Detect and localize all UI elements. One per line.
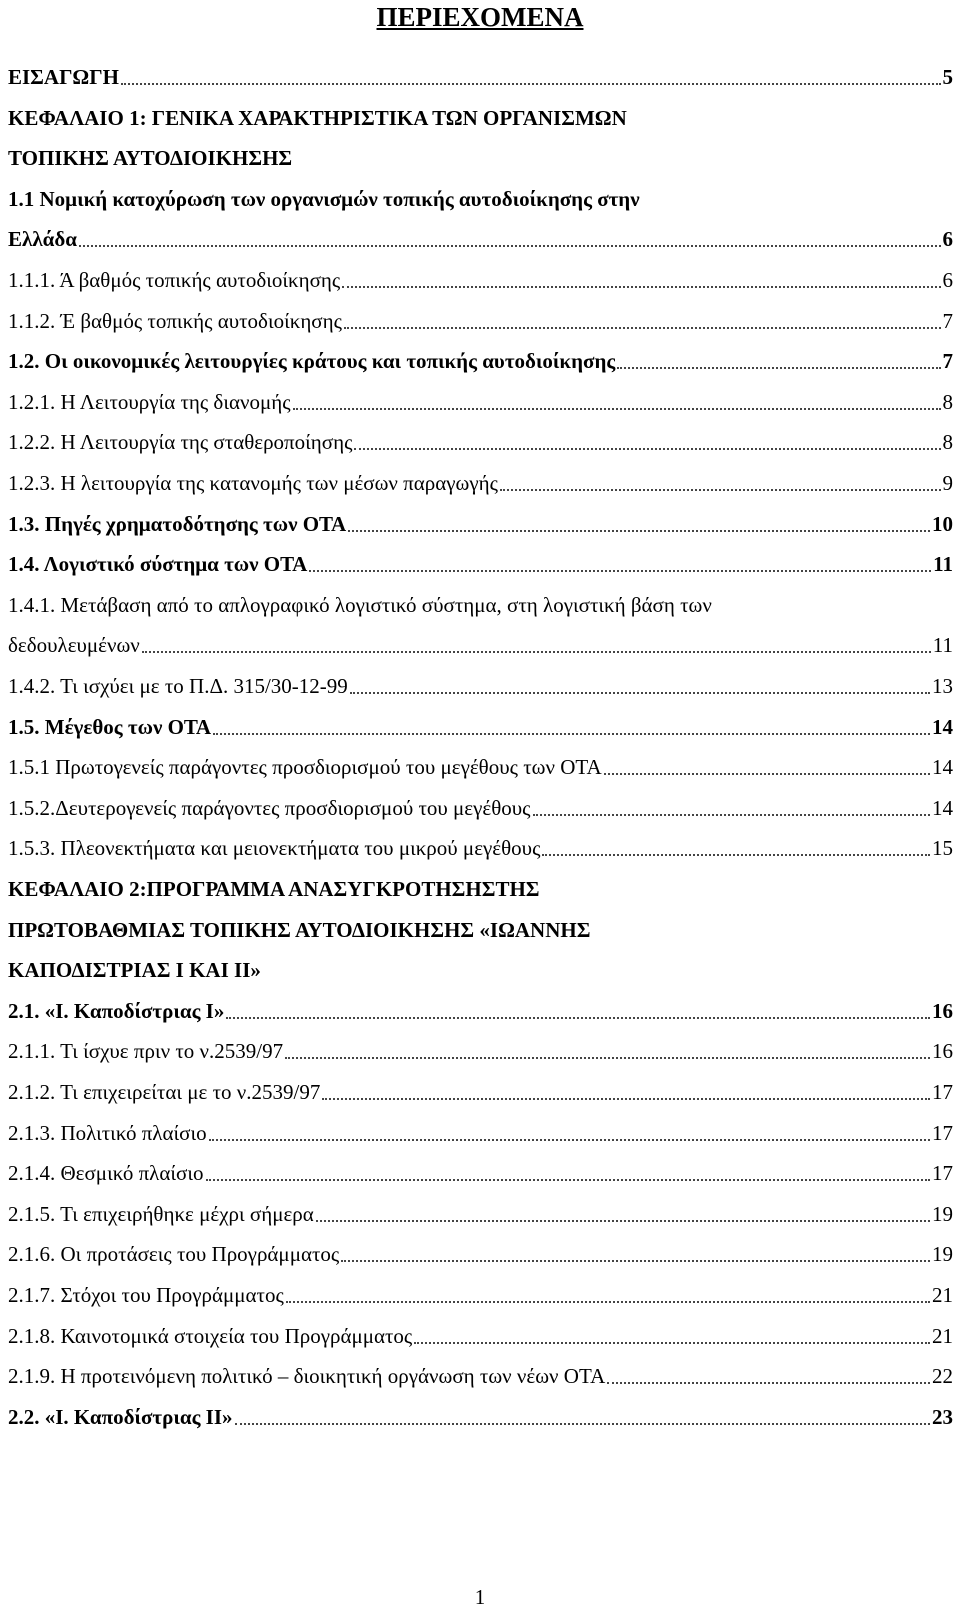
- toc-entry: [8, 1199, 953, 1229]
- toc-entry-text: 2.1.4. Θεσμικό πλαίσιο: [8, 1161, 204, 1185]
- toc-leader-dots: [342, 284, 940, 288]
- toc-entry: [8, 1077, 953, 1107]
- toc-leader-dots: [316, 1218, 930, 1222]
- toc-page-number: 10: [932, 512, 953, 536]
- toc-entry-text: 1.5.1 Πρωτογενείς παράγοντες προσδιορισμού του μεγέθους των ΟΤΑ: [8, 755, 602, 779]
- toc-entry: [8, 387, 953, 417]
- toc-entry-text: 1.4. Λογιστικό σύστημα των ΟΤΑ: [8, 552, 308, 576]
- toc-page-number: 9: [942, 471, 953, 495]
- toc-leader-dots: [79, 243, 941, 247]
- toc-leader-dots: [293, 406, 941, 410]
- toc-page-number: 13: [932, 674, 953, 698]
- toc-entry: [8, 184, 953, 214]
- toc-entry-text: ΚΕΦΑΛΑΙΟ 1: ΓΕΝΙΚΑ ΧΑΡΑΚΤΗΡΙΣΤΙΚΑ ΤΩΝ ΟΡΓΑΝΙΣΜΩΝ: [8, 106, 627, 130]
- toc-page-number: 19: [932, 1202, 953, 1226]
- toc-entry: [8, 630, 953, 660]
- toc-entry-text: 1.3. Πηγές χρηματοδότησης των ΟΤΑ: [8, 512, 347, 536]
- toc-leader-dots: [286, 1299, 930, 1303]
- toc-page-number: 14: [932, 715, 953, 739]
- toc-entry-text: 1.5. Μέγεθος των ΟΤΑ: [8, 715, 212, 739]
- toc-entry: [8, 955, 953, 985]
- toc-page-number: 21: [932, 1324, 953, 1348]
- toc-entry: [8, 103, 953, 133]
- toc-entry-text: 1.2.1. Η Λειτουργία της διανομής: [8, 390, 291, 414]
- toc-entry: [8, 915, 953, 945]
- toc-leader-dots: [142, 649, 931, 653]
- toc-leader-dots: [209, 1137, 930, 1141]
- toc-page-number: 21: [932, 1283, 953, 1307]
- toc-leader-dots: [500, 487, 941, 491]
- toc-page-number: 14: [932, 755, 953, 779]
- toc-page-number: 17: [932, 1121, 953, 1145]
- toc-entry: [8, 549, 953, 579]
- toc-leader-dots: [322, 1096, 930, 1100]
- toc-leader-dots: [121, 81, 941, 85]
- toc-leader-dots: [206, 1177, 931, 1181]
- toc-entry-text: 1.5.3. Πλεονεκτήματα και μειονεκτήματα του μικρού μεγέθους: [8, 836, 541, 860]
- toc-page-number: 11: [932, 633, 953, 657]
- toc-entry: [8, 1280, 953, 1310]
- toc-entry-text: ΕΙΣΑΓΩΓΗ: [8, 65, 119, 89]
- toc-entry: [8, 752, 953, 782]
- toc-leader-dots: [344, 325, 941, 329]
- toc-page-number: 8: [942, 390, 953, 414]
- toc-entry-text: 1.2. Οι οικονομικές λειτουργίες κράτους και τοπικής αυτοδιοίκησης: [8, 349, 616, 373]
- toc-entry-text: 1.2.3. Η λειτουργία της κατανομής των μέσων παραγωγής: [8, 471, 498, 495]
- toc-page-number: 5: [942, 65, 953, 89]
- toc-entry-text: 2.1.9. Η προτεινόμενη πολιτικό – διοικητική οργάνωση των νέων ΟΤΑ: [8, 1364, 606, 1388]
- toc-page-number: 23: [932, 1405, 953, 1429]
- toc-leader-dots: [348, 528, 930, 532]
- toc-entry-text: 1.2.2. Η Λειτουργία της σταθεροποίησης: [8, 430, 353, 454]
- toc-entry-text: ΚΑΠΟΔΙΣΤΡΙΑΣ Ι ΚΑΙ ΙΙ»: [8, 958, 261, 982]
- toc-entry: [8, 1361, 953, 1391]
- toc-page-number: 8: [942, 430, 953, 454]
- toc-leader-dots: [341, 1258, 930, 1262]
- toc-page-number: 15: [932, 836, 953, 860]
- toc-leader-dots: [213, 731, 930, 735]
- toc-page-number: 17: [932, 1080, 953, 1104]
- toc-entry-text: ΚΕΦΑΛΑΙΟ 2:ΠΡΟΓΡΑΜΜΑ ΑΝΑΣΥΓΚΡΟΤΗΣΗΣΤΗΣ: [8, 877, 540, 901]
- toc-page-number: 16: [932, 999, 953, 1023]
- toc-leader-dots: [285, 1055, 930, 1059]
- toc-leader-dots: [617, 365, 940, 369]
- toc-entry: [8, 427, 953, 457]
- toc-leader-dots: [604, 771, 930, 775]
- toc-entry-text: 2.1.8. Καινοτομικά στοιχεία του Προγράμματος: [8, 1324, 413, 1348]
- toc-page-number: 6: [942, 227, 953, 251]
- toc-page-number: 7: [942, 309, 953, 333]
- toc-entry: [8, 509, 953, 539]
- toc-entry: [8, 1036, 953, 1066]
- toc-page-number: 6: [942, 268, 953, 292]
- toc-entry: [8, 671, 953, 701]
- toc-entry: [8, 833, 953, 863]
- toc-entry: [8, 346, 953, 376]
- toc-entry-text: 2.1.7. Στόχοι του Προγράμματος: [8, 1283, 284, 1307]
- toc-leader-dots: [235, 1421, 930, 1425]
- toc-entry-text: 2.1.3. Πολιτικό πλαίσιο: [8, 1121, 207, 1145]
- toc-leader-dots: [309, 568, 931, 572]
- toc-entry: [8, 712, 953, 742]
- toc-leader-dots: [607, 1380, 930, 1384]
- toc-entry-text: 2.1.6. Οι προτάσεις του Προγράμματος: [8, 1242, 340, 1266]
- toc-entry: [8, 224, 953, 254]
- toc-page-number: 14: [932, 796, 953, 820]
- toc-entry-text: 1.4.2. Τι ισχύει με το Π.Δ. 315/30-12-99: [8, 674, 348, 698]
- toc-entry: [8, 874, 953, 904]
- toc-entry: [8, 1321, 953, 1351]
- toc-entry: [8, 265, 953, 295]
- toc-entry: [8, 590, 953, 620]
- toc-entry: [8, 1239, 953, 1269]
- toc-entry: [8, 62, 953, 92]
- toc-entry-text: 2.2. «Ι. Καποδίστριας ΙΙ»: [8, 1405, 233, 1429]
- toc-entry: [8, 468, 953, 498]
- toc-leader-dots: [350, 690, 930, 694]
- toc-entry-text: 2.1.1. Τι ίσχυε πριν το ν.2539/97: [8, 1039, 284, 1063]
- toc-entry-text: 1.1.2. Έ βαθμός τοπικής αυτοδιοίκησης: [8, 309, 342, 333]
- toc-entry: [8, 143, 953, 173]
- toc-entry-text: 1.5.2.Δευτερογενείς παράγοντες προσδιορισμού του μεγέθους: [8, 796, 531, 820]
- toc-page-number: 22: [932, 1364, 953, 1388]
- toc-leader-dots: [533, 812, 931, 816]
- toc-entry-text: ΤΟΠΙΚΗΣ ΑΥΤΟΔΙΟΙΚΗΣΗΣ: [8, 146, 293, 170]
- toc-leader-dots: [542, 852, 930, 856]
- toc-page-number: 16: [932, 1039, 953, 1063]
- toc-leader-dots: [354, 446, 940, 450]
- toc-entry-text: ΠΡΩΤΟΒΑΘΜΙΑΣ ΤΟΠΙΚΗΣ ΑΥΤΟΔΙΟΙΚΗΣΗΣ «ΙΩΑΝΝΗΣ: [8, 918, 591, 942]
- toc-page-number: 17: [932, 1161, 953, 1185]
- toc-page-number: 7: [942, 349, 953, 373]
- toc-entry-text: 2.1. «Ι. Καποδίστριας Ι»: [8, 999, 225, 1023]
- toc-leader-dots: [226, 1015, 930, 1019]
- toc-entry: [8, 1402, 953, 1432]
- page-number: 1: [474, 1585, 486, 1609]
- toc-entry-text: 1.1.1. Ά βαθμός τοπικής αυτοδιοίκησης: [8, 268, 341, 292]
- toc-leader-dots: [414, 1340, 930, 1344]
- toc-entry: [8, 1118, 953, 1148]
- toc-entry: [8, 996, 953, 1026]
- toc-entry-text: 2.1.5. Τι επιχειρήθηκε μέχρι σήμερα: [8, 1202, 314, 1226]
- toc-entry: [8, 1158, 953, 1188]
- toc-entry-text: 1.4.1. Μετάβαση από το απλογραφικό λογιστικό σύστημα, στη λογιστική βάση των: [8, 593, 712, 617]
- toc-title: ΠΕΡΙΕΧΟΜΕΝΑ: [376, 2, 584, 32]
- toc-page-number: 11: [933, 552, 953, 576]
- toc-page-number: 19: [932, 1242, 953, 1266]
- toc-entry-text: 1.1 Νομική κατοχύρωση των οργανισμών τοπικής αυτοδιοίκησης στην: [8, 187, 640, 211]
- toc-entry: [8, 793, 953, 823]
- toc-entry-text: δεδουλευμένων: [8, 633, 140, 657]
- toc-entry: [8, 306, 953, 336]
- toc-entry-text: Ελλάδα: [8, 227, 77, 251]
- toc-entry-text: 2.1.2. Τι επιχειρείται με το ν.2539/97: [8, 1080, 321, 1104]
